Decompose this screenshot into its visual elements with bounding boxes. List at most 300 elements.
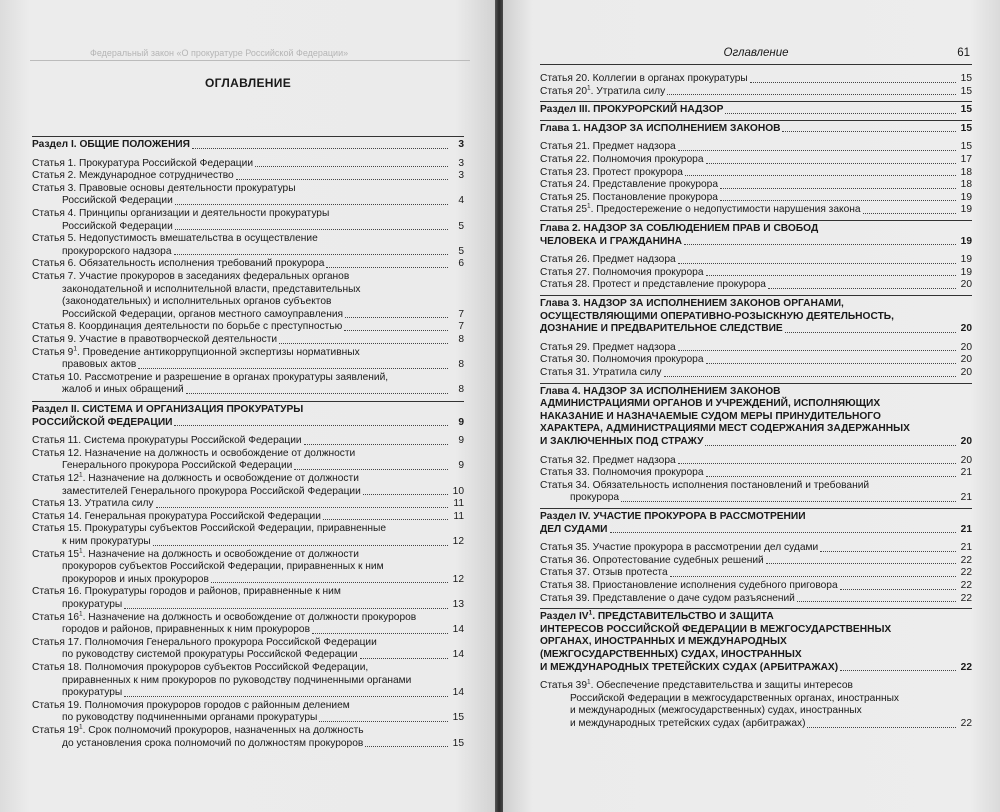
entry-line: Российской Федерации в межгосударственных органах, иностранных <box>570 692 900 704</box>
entry-text: прокуратуры <box>62 598 123 610</box>
entry-text <box>540 386 780 397</box>
leader-line <box>32 435 464 448</box>
dot-leader <box>768 288 956 289</box>
dot-leader <box>720 200 956 201</box>
running-head-title: Оглавление <box>723 47 789 59</box>
right-page <box>503 0 1000 812</box>
entry-text: ДОЗНАНИЕ И ПРЕДВАРИТЕЛЬНОЕ СЛЕДСТВИЕ <box>540 323 783 335</box>
entry-text-part: Статья 16 <box>32 611 80 623</box>
toc-entry <box>32 511 464 524</box>
page-ref: 3 <box>458 157 464 169</box>
page-ref: 22 <box>960 567 972 579</box>
dot-leader <box>174 254 448 255</box>
entry-text: прокурора <box>570 492 620 504</box>
dot-leader <box>706 363 956 364</box>
entry-text-part: Статья 9. Участие в правотворческой деятельности <box>32 334 278 345</box>
entry-text: ДЕЛ СУДАМИ <box>540 523 608 535</box>
dot-leader <box>863 213 956 214</box>
entry-text-part: Статья 31. Утратила силу <box>540 367 662 378</box>
entry-line <box>32 347 464 360</box>
entry-text: прокуратуры <box>62 687 123 699</box>
toc-entry <box>540 73 972 86</box>
entry-text <box>540 267 704 280</box>
book-gutter <box>495 0 503 812</box>
page-ref: 20 <box>960 323 972 335</box>
entry-text-part: . Проведение антикоррупционной экспертизы нормативных <box>76 346 360 358</box>
entry-text-part: Глава 2. НАДЗОР ЗА СОБЛЮДЕНИЕМ ПРАВ И СВОБОД <box>540 223 819 234</box>
leader-line <box>540 492 972 505</box>
leader-line <box>540 542 972 555</box>
page-ref: 20 <box>960 435 972 447</box>
toc-entry <box>32 662 464 700</box>
toc-title: ОГЛАВЛЕНИЕ <box>204 76 291 90</box>
entry-line: АДМИНИСТРАЦИЯМИ ОРГАНОВ И УЧРЕЖДЕНИЙ, ИСПОЛНЯЮЩИХ <box>540 398 881 410</box>
leader-line <box>540 141 972 154</box>
dot-leader <box>312 633 448 634</box>
entry-text <box>32 334 277 347</box>
dot-leader <box>294 469 448 470</box>
superscript: 1 <box>587 84 591 92</box>
leader-line <box>540 254 972 267</box>
entry-text-part: Статья 27. Полномочия прокурора <box>540 266 704 278</box>
entry-line <box>540 511 972 524</box>
entry-text-part: Статья 19. Полномочия прокуроров городов с районным делением <box>32 699 350 711</box>
toc-entry <box>540 580 972 593</box>
leader-line <box>540 580 972 593</box>
entry-line <box>32 725 464 738</box>
entry-text-part: Статья 12 <box>32 473 80 484</box>
leader-line <box>540 123 972 136</box>
entry-text-part: Глава 4. НАДЗОР ЗА ИСПОЛНЕНИЕМ ЗАКОНОВ <box>540 385 781 397</box>
dot-leader <box>153 545 448 546</box>
leader-line <box>540 204 972 217</box>
page-ref: 20 <box>960 341 972 353</box>
section-rule <box>540 508 972 509</box>
page-ref: 13 <box>452 598 464 610</box>
entry-text-part: Статья 21. Предмет надзора <box>540 141 676 153</box>
entry-text-part: Статья 1. Прокуратура Российской Федерации <box>32 157 254 169</box>
entry-text: по руководству системой прокуратуры Российской Федерации <box>62 649 358 661</box>
toc-entry <box>32 448 464 473</box>
entry-text <box>540 154 704 167</box>
section-heading <box>32 139 464 152</box>
page-ref: 9 <box>458 416 464 428</box>
page-ref: 20 <box>960 454 972 466</box>
entry-text: Российской Федерации, органов местного самоуправления <box>62 308 344 320</box>
entry-text <box>540 167 683 180</box>
superscript: 1 <box>587 678 591 686</box>
entry-text <box>32 725 364 736</box>
toc-entry <box>32 473 464 498</box>
toc-entry <box>540 267 972 280</box>
dot-leader <box>621 501 956 502</box>
entry-text: Генерального прокурора Российской Федерации <box>62 460 293 472</box>
page-ref: 22 <box>960 554 972 566</box>
dot-leader <box>610 532 957 533</box>
entry-text <box>32 258 324 271</box>
leader-line <box>540 73 972 86</box>
page-ref: 18 <box>960 166 972 178</box>
entry-text <box>32 549 359 560</box>
entry-text-part: Статья 2. Международное сотрудничество <box>32 170 234 182</box>
leader-line <box>540 86 972 99</box>
page-ref: 21 <box>960 467 972 479</box>
entry-text <box>32 208 329 219</box>
toc-entry <box>540 179 972 192</box>
page-ref: 5 <box>458 245 464 257</box>
page-ref: 19 <box>960 235 972 247</box>
page-ref: 3 <box>458 170 464 182</box>
dot-leader <box>345 317 448 318</box>
entry-text <box>32 404 303 415</box>
leader-line <box>32 599 464 612</box>
entry-line <box>32 662 464 675</box>
leader-line <box>540 354 972 367</box>
section-heading <box>540 298 972 336</box>
toc-entry <box>540 467 972 480</box>
entry-line: приравненных к ним прокуроров по руководству подчиненными органами <box>62 674 412 686</box>
leader-line <box>32 486 464 499</box>
entry-text-part: Статья 38. Приостановление исполнения судебного приговора <box>540 580 838 591</box>
toc-entry <box>540 455 972 468</box>
entry-text <box>540 86 665 99</box>
entry-line <box>540 223 972 236</box>
entry-text-part: Статья 15 <box>32 548 80 560</box>
section-rule <box>540 383 972 384</box>
dot-leader <box>706 476 956 477</box>
entry-text <box>32 183 296 194</box>
dot-leader <box>705 445 956 446</box>
entry-text <box>32 448 355 459</box>
leader-line <box>540 236 972 249</box>
entry-text <box>540 580 838 593</box>
entry-text <box>540 480 869 491</box>
entry-line: законодательной и исполнительной власти, представительных <box>62 283 361 295</box>
leader-line <box>540 167 972 180</box>
superscript: 1 <box>587 203 591 210</box>
entry-text-part: Глава 3. НАДЗОР ЗА ИСПОЛНЕНИЕМ ЗАКОНОВ ОРГАНАМИ, <box>540 298 844 309</box>
entry-text-part: Статья 26. Предмет надзора <box>540 254 676 266</box>
faint-header-text: Федеральный закон «О прокуратуре Российской Федерации» <box>90 48 349 58</box>
entry-line <box>32 473 464 486</box>
section-rule <box>32 401 464 402</box>
leader-line <box>540 104 972 117</box>
entry-text <box>32 372 388 383</box>
dot-leader <box>156 507 448 508</box>
toc-entry <box>540 279 972 292</box>
leader-line <box>540 154 972 167</box>
entry-text-part: Статья 13. Утратила силу <box>32 498 154 510</box>
page-ref: 15 <box>960 85 972 97</box>
entry-line <box>32 612 464 625</box>
entry-text-part: Статья 20 <box>540 85 588 97</box>
entry-line <box>540 386 972 399</box>
dot-leader <box>766 563 956 564</box>
page-ref: 5 <box>458 220 464 232</box>
page-ref: 20 <box>960 279 972 291</box>
page-ref: 20 <box>960 367 972 378</box>
entry-text-part: Статья 11. Система прокуратуры Российской Федерации <box>32 435 302 447</box>
page-ref: 14 <box>452 649 464 661</box>
entry-text <box>32 700 350 711</box>
leader-line <box>32 738 464 751</box>
toc-entry <box>32 258 464 271</box>
entry-text: правовых актов <box>62 359 137 371</box>
dot-leader <box>807 727 956 728</box>
entry-line: прокуроров субъектов Российской Федерации, приравненных к ним <box>62 561 384 573</box>
leader-line <box>32 195 464 208</box>
dot-leader <box>175 229 448 230</box>
page-ref: 19 <box>960 191 972 203</box>
entry-line <box>540 480 972 493</box>
leader-line <box>540 718 972 731</box>
entry-text: по руководству подчиненными органами прокуратуры <box>62 712 318 724</box>
dot-leader <box>344 330 448 331</box>
entry-text <box>540 254 676 267</box>
dot-leader <box>124 696 448 697</box>
leader-line <box>540 662 972 675</box>
entry-text <box>540 680 853 691</box>
entry-text: к ним прокуратуры <box>62 535 151 547</box>
entry-text-part: . ПРЕДСТАВИТЕЛЬСТВО И ЗАЩИТА <box>592 611 774 623</box>
leader-line <box>540 367 972 380</box>
page-ref: 3 <box>458 139 464 150</box>
entry-line <box>540 298 972 311</box>
entry-text-part: Статья 19 <box>32 725 80 736</box>
entry-text: жалоб и иных обращений <box>62 384 184 396</box>
toc-entry <box>32 637 464 662</box>
entry-text: Российской Федерации <box>62 220 173 232</box>
dot-leader <box>840 589 956 590</box>
entry-text-part: Раздел II. СИСТЕМА И ОРГАНИЗАЦИЯ ПРОКУРАТУРЫ <box>32 404 304 415</box>
entry-text <box>540 298 844 309</box>
dot-leader <box>211 582 448 583</box>
entry-text <box>32 511 321 524</box>
entry-line <box>540 680 972 693</box>
leader-line <box>32 511 464 524</box>
entry-text <box>540 104 723 117</box>
page-ref: 15 <box>452 712 464 724</box>
entry-text-part: Статья 16. Прокуратуры городов и районов, приравненные к ним <box>32 586 341 598</box>
page-ref: 21 <box>960 542 972 554</box>
leader-line <box>540 555 972 568</box>
entry-line <box>540 611 972 624</box>
entry-text-part: Статья 17. Полномочия Генерального прокурора Российской Федерации <box>32 636 377 648</box>
toc-entry <box>540 542 972 555</box>
dot-leader <box>720 188 956 189</box>
page-ref: 4 <box>458 195 464 207</box>
toc-entry <box>32 233 464 258</box>
entry-text-part: Статья 24. Представление прокурора <box>540 179 719 191</box>
entry-text-part: Статья 28. Протест и представление прокурора <box>540 279 766 291</box>
entry-text <box>32 498 154 511</box>
dot-leader <box>706 163 956 164</box>
toc-entry <box>540 167 972 180</box>
page-ref: 12 <box>452 535 464 547</box>
entry-text-part: . Назначение на должность и освобождение от должности <box>82 548 359 560</box>
page-ref: 14 <box>452 624 464 636</box>
page-ref: 7 <box>458 321 464 333</box>
entry-text <box>32 271 349 282</box>
entry-line: ХАРАКТЕРА, АДМИНИСТРАЦИЯМИ МЕСТ СОДЕРЖАНИЯ ЗАДЕРЖАННЫХ <box>540 423 910 435</box>
superscript: 1 <box>588 609 593 617</box>
section-rule <box>540 295 972 296</box>
faint-running-head <box>30 48 470 61</box>
dot-leader <box>365 746 448 747</box>
leader-line <box>32 321 464 334</box>
entry-text-part: Статья 10. Рассмотрение и разрешение в органах прокуратуры заявлений, <box>32 371 389 383</box>
page-ref: 15 <box>960 141 972 153</box>
superscript: 1 <box>79 547 83 555</box>
entry-text <box>540 73 748 86</box>
page-ref: 19 <box>960 204 972 216</box>
toc-entry <box>32 612 464 637</box>
page-ref: 6 <box>458 258 464 270</box>
entry-text-part: Статья 4. Принципы организации и деятельности прокуратуры <box>32 208 330 219</box>
entry-text: прокурорского надзора <box>62 245 172 257</box>
leader-line <box>32 139 464 152</box>
toc-entry <box>32 435 464 448</box>
leader-line <box>32 536 464 549</box>
page-ref: 9 <box>458 460 464 472</box>
section-rule <box>540 220 972 221</box>
dot-leader <box>750 82 956 83</box>
leader-line <box>32 384 464 397</box>
entry-text: и международных третейских судах (арбитражах) <box>570 717 806 729</box>
entry-text-part: Статья 25 <box>540 204 588 216</box>
entry-text <box>32 612 416 623</box>
toc-entry <box>32 347 464 372</box>
entry-text-part: Статья 23. Протест прокурора <box>540 166 683 178</box>
section-heading <box>540 104 972 117</box>
toc-entry <box>540 254 972 267</box>
toc-entry <box>32 725 464 750</box>
section-rule <box>540 608 972 609</box>
entry-text <box>540 467 704 480</box>
dot-leader <box>236 179 448 180</box>
entry-text: И МЕЖДУНАРОДНЫХ ТРЕТЕЙСКИХ СУДАХ (АРБИТРАЖАХ) <box>540 661 839 673</box>
section-heading <box>540 511 972 536</box>
entry-text: заместителей Генерального прокурора Российской Федерации <box>62 485 361 497</box>
section-heading <box>540 223 972 248</box>
dot-leader <box>678 150 956 151</box>
entry-text <box>540 141 676 154</box>
toc-entry <box>32 498 464 511</box>
toc-entry <box>32 372 464 397</box>
entry-line <box>32 271 464 284</box>
dot-leader <box>323 519 448 520</box>
leader-line <box>540 567 972 580</box>
entry-line: ОСУЩЕСТВЛЯЮЩИМИ ОПЕРАТИВНО-РОЗЫСКНУЮ ДЕЯТЕЛЬНОСТЬ, <box>540 310 894 322</box>
page-ref: 22 <box>960 592 972 604</box>
toc-entry <box>540 367 972 380</box>
entry-text-part: . Срок полномочий прокуроров, назначенных на должность <box>82 725 364 736</box>
section-heading <box>540 611 972 674</box>
toc-entry <box>32 549 464 587</box>
page-ref: 22 <box>960 580 972 591</box>
page-ref: 19 <box>960 266 972 278</box>
toc-entry <box>32 321 464 334</box>
entry-text-part: Статья 39 <box>540 680 588 692</box>
superscript: 1 <box>73 345 77 353</box>
toc-entry <box>32 158 464 171</box>
entry-text <box>32 233 318 244</box>
dot-leader <box>684 244 956 245</box>
entry-text <box>540 342 676 355</box>
toc-entry <box>540 480 972 505</box>
entry-text-part: Глава 1. НАДЗОР ЗА ИСПОЛНЕНИЕМ ЗАКОНОВ <box>540 122 781 134</box>
entry-text: до установления срока полномочий по должностям прокуроров <box>62 737 364 749</box>
leader-line <box>32 417 464 430</box>
entry-line <box>32 586 464 599</box>
dot-leader <box>725 113 956 114</box>
dot-leader <box>782 131 956 132</box>
leader-line <box>540 279 972 292</box>
entry-text <box>540 611 774 622</box>
entry-line: ИНТЕРЕСОВ РОССИЙСКОЙ ФЕДЕРАЦИИ В МЕЖГОСУДАРСТВЕННЫХ <box>540 623 892 635</box>
entry-text <box>540 555 764 568</box>
left-page <box>0 0 495 812</box>
leader-line <box>540 436 972 449</box>
superscript: 1 <box>79 610 83 618</box>
dot-leader <box>820 551 956 552</box>
dot-leader <box>124 608 448 609</box>
entry-line: (МЕЖГОСУДАРСТВЕННЫХ) СУДАХ, ИНОСТРАННЫХ <box>540 648 802 660</box>
leader-line <box>32 687 464 700</box>
dot-leader <box>678 350 956 351</box>
page-ref: 18 <box>960 179 972 191</box>
entry-text-part: . Обеспечение представительства и защиты интересов <box>590 680 853 692</box>
entry-text-part: . Предостережение о недопустимости нарушения закона <box>590 204 861 216</box>
toc-entry <box>540 192 972 205</box>
toc-entry <box>32 700 464 725</box>
toc-entry <box>32 586 464 611</box>
toc-entry <box>540 555 972 568</box>
leader-line <box>540 593 972 606</box>
leader-line <box>32 649 464 662</box>
entry-line <box>32 404 464 417</box>
entry-text <box>540 455 676 468</box>
entry-line: НАКАЗАНИЕ И НАЗНАЧАЕМЫЕ СУДОМ МЕРЫ ПРИНУДИТЕЛЬНОГО <box>540 410 881 422</box>
toc-entry <box>540 86 972 99</box>
entry-text: И ЗАКЛЮЧЕННЫХ ПОД СТРАЖУ <box>540 435 704 447</box>
entry-text <box>32 170 234 183</box>
entry-text: городов и районов, приравненных к ним прокуроров <box>62 624 311 636</box>
toc-entry <box>540 141 972 154</box>
dot-leader <box>192 148 448 149</box>
entry-line <box>32 448 464 461</box>
entry-text <box>540 542 818 555</box>
toc-entry <box>32 170 464 183</box>
dot-leader <box>678 463 956 464</box>
page-ref: 8 <box>458 384 464 396</box>
dot-leader <box>840 670 956 671</box>
leader-line <box>540 267 972 280</box>
leader-line <box>32 460 464 473</box>
entry-text-part: Раздел III. ПРОКУРОРСКИЙ НАДЗОР <box>540 104 724 116</box>
superscript: 1 <box>79 723 83 731</box>
section-heading <box>540 386 972 449</box>
dot-leader <box>326 267 448 268</box>
entry-text <box>32 586 341 597</box>
entry-text <box>32 523 386 534</box>
page-ref: 15 <box>960 122 972 134</box>
entry-text <box>540 279 766 292</box>
dot-leader <box>706 275 956 276</box>
entry-text <box>32 158 253 171</box>
page-ref: 17 <box>960 154 972 165</box>
page-ref: 15 <box>452 737 464 749</box>
